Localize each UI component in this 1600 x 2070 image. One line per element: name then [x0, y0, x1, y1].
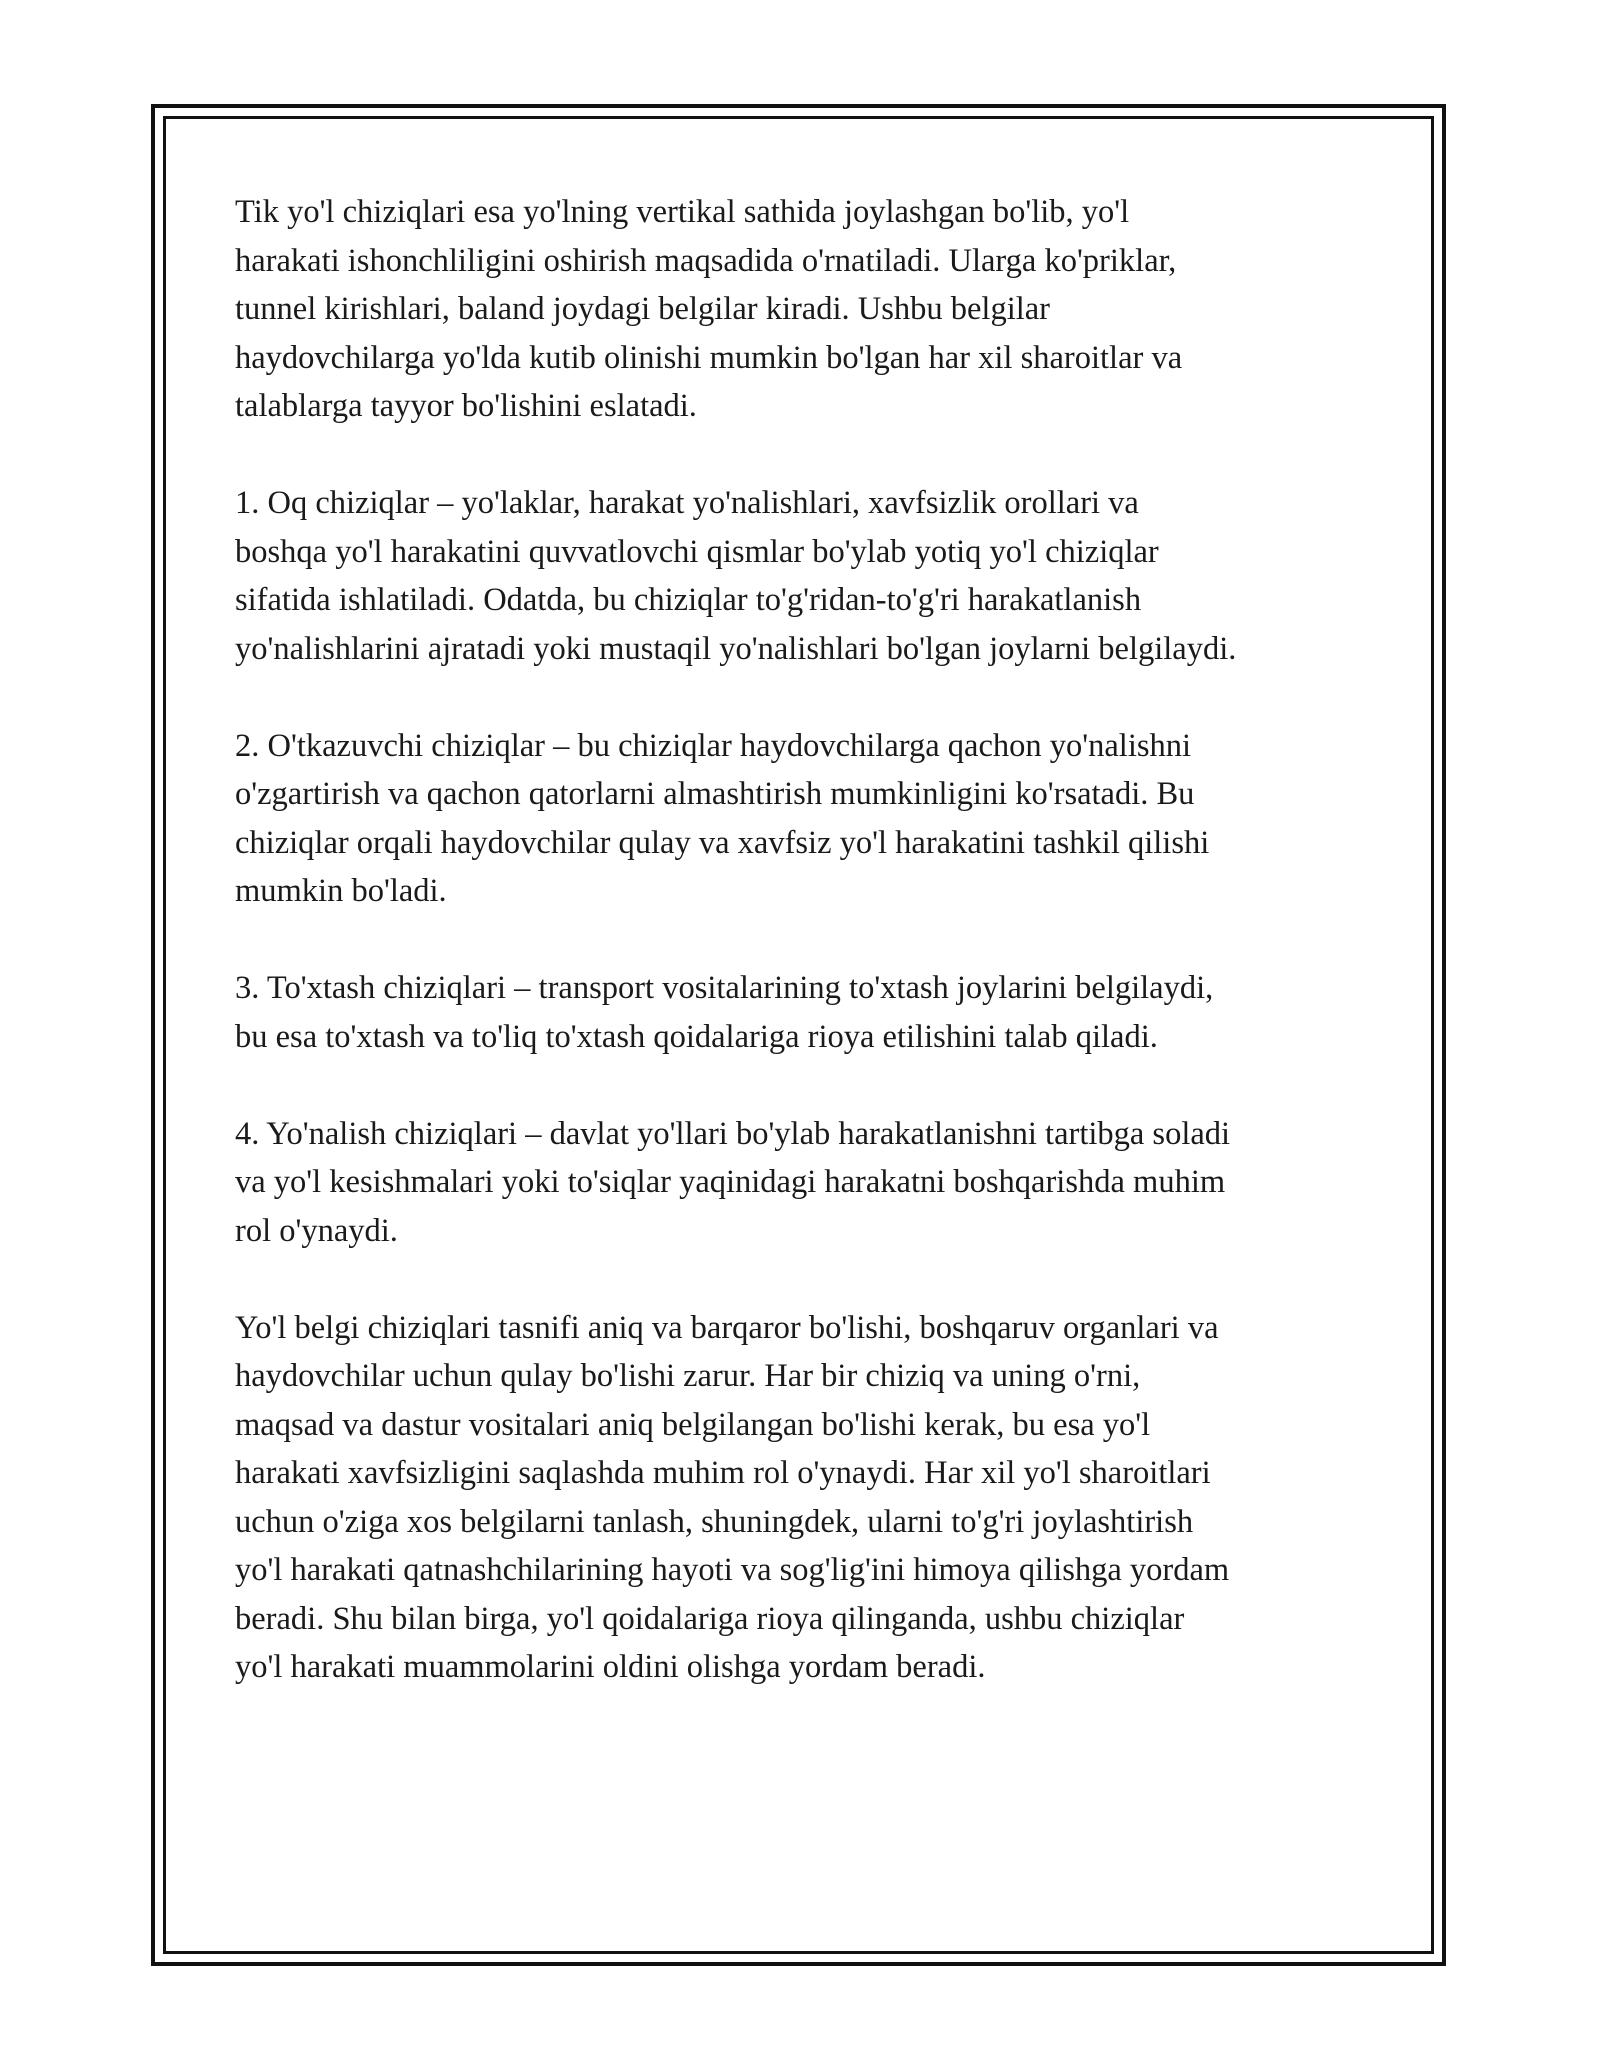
text-line: Yo'l belgi chiziqlari tasnifi aniq va barqaror bo'lishi, boshqaruv organlari va: [235, 1309, 1219, 1346]
text-line: boshqa yo'l harakatini quvvatlovchi qismlar bo'ylab yotiq yo'l chiziqlar: [235, 533, 1159, 570]
text-line: chiziqlar orqali haydovchilar qulay va xavfsiz yo'l harakatini tashkil qilishi: [235, 824, 1210, 861]
text-line: 1. Oq chiziqlar – yo'laklar, harakat yo'nalishlari, xavfsizlik orollari va: [235, 485, 1139, 521]
text-line: tunnel kirishlari, baland joydagi belgilar kiradi. Ushbu belgilar: [235, 291, 1051, 327]
text-line: haydovchilar uchun qulay bo'lishi zarur. Har bir chiziq va uning o'rni,: [235, 1358, 1141, 1394]
text-line: yo'l harakati muammolarini oldini olishga yordam beradi.: [235, 1649, 986, 1685]
paragraph-item-4: [235, 1110, 1385, 1256]
text-line: 3. To'xtash chiziqlari – transport vositalarining to'xtash joylarini belgilaydi,: [235, 970, 1214, 1006]
paragraph-intro: [235, 188, 1385, 431]
text-line: sifatida ishlatiladi. Odatda, bu chiziqlar to'g'ridan-to'g'ri harakatlanish: [235, 582, 1142, 618]
text-line: bu esa to'xtash va to'liq to'xtash qoidalariga rioya etilishini talab qiladi.: [235, 1018, 1158, 1055]
text-line: yo'nalishlarini ajratadi yoki mustaqil yo'nalishlari bo'lgan joylarni belgilaydi.: [235, 630, 1237, 667]
paragraph-item-3: [235, 964, 1385, 1061]
text-line: maqsad va dastur vositalari aniq belgilangan bo'lishi kerak, bu esa yo'l: [235, 1406, 1151, 1443]
text-line: mumkin bo'ladi.: [235, 873, 447, 909]
text-line: o'zgartirish va qachon qatorlarni almashtirish mumkinligini ko'rsatadi. Bu: [235, 776, 1195, 812]
text-line: 2. O'tkazuvchi chiziqlar – bu chiziqlar haydovchilarga qachon yo'nalishni: [235, 727, 1192, 764]
paragraph-conclusion: [235, 1304, 1385, 1692]
document-body: [235, 188, 1385, 1740]
text-line: harakati ishonchliligini oshirish maqsadida o'rnatiladi. Ularga ko'priklar,: [235, 242, 1177, 279]
paragraph-item-2: [235, 722, 1385, 916]
text-line: harakati xavfsizligini saqlashda muhim rol o'ynaydi. Har xil yo'l sharoitlari: [235, 1455, 1211, 1491]
text-line: 4. Yo'nalish chiziqlari – davlat yo'llari bo'ylab harakatlanishni tartibga soladi: [235, 1115, 1231, 1152]
text-line: yo'l harakati qatnashchilarining hayoti va sog'lig'ini himoya qilishga yordam: [235, 1552, 1230, 1588]
text-line: beradi. Shu bilan birga, yo'l qoidalariga rioya qilinganda, ushbu chiziqlar: [235, 1600, 1185, 1637]
text-line: va yo'l kesishmalari yoki to'siqlar yaqinidagi harakatni boshqarishda muhim: [235, 1164, 1226, 1200]
text-line: Tik yo'l chiziqlari esa yo'lning vertikal sathida joylashgan bo'lib, yo'l: [235, 194, 1130, 230]
paragraph-item-1: [235, 479, 1385, 673]
text-line: talablarga tayyor bo'lishini eslatadi.: [235, 388, 697, 424]
text-line: rol o'ynaydi.: [235, 1212, 398, 1249]
text-line: haydovchilarga yo'lda kutib olinishi mumkin bo'lgan har xil sharoitlar va: [235, 339, 1183, 376]
text-line: uchun o'ziga xos belgilarni tanlash, shuningdek, ularni to'g'ri joylashtirish: [235, 1503, 1194, 1540]
